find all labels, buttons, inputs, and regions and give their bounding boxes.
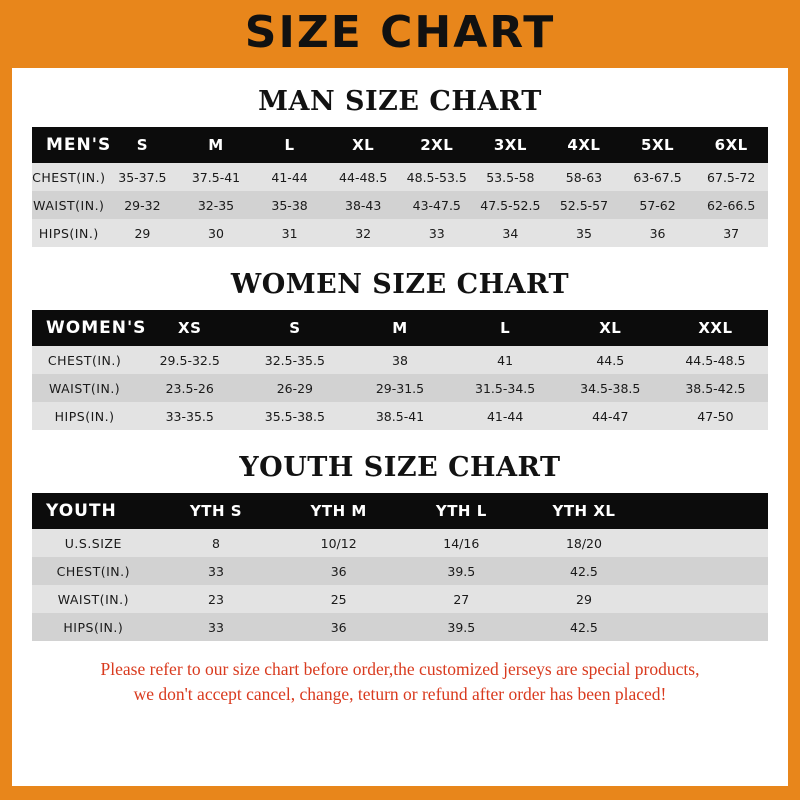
table-cell: 37.5-41 <box>179 163 253 191</box>
youth-table-head <box>32 493 768 529</box>
youth-row-label-chest: CHEST(IN.) <box>32 557 155 585</box>
table-cell: 39.5 <box>400 613 523 641</box>
table-cell: 33 <box>400 219 474 247</box>
men-col-6xl: 6XL <box>694 127 768 163</box>
youth-row-label-head: YOUTH <box>32 493 155 529</box>
youth-size-table <box>32 493 768 641</box>
table-header-row <box>32 493 768 529</box>
youth-col-empty <box>645 493 768 529</box>
table-cell: 23.5-26 <box>137 374 242 402</box>
table-cell: 34.5-38.5 <box>558 374 663 402</box>
table-header-row <box>32 310 768 346</box>
women-table-head <box>32 310 768 346</box>
women-row-label-chest: CHEST(IN.) <box>32 346 137 374</box>
table-cell: 27 <box>400 585 523 613</box>
women-row-label-head: WOMEN'S <box>32 310 137 346</box>
men-col-3xl: 3XL <box>474 127 548 163</box>
table-cell <box>645 585 768 613</box>
table-cell: 42.5 <box>523 613 646 641</box>
men-col-5xl: 5XL <box>621 127 695 163</box>
table-cell: 44.5 <box>558 346 663 374</box>
table-cell: 36 <box>621 219 695 247</box>
table-cell: 63-67.5 <box>621 163 695 191</box>
men-col-m: M <box>179 127 253 163</box>
table-cell: 31 <box>253 219 327 247</box>
youth-row-label-hips: HIPS(IN.) <box>32 613 155 641</box>
table-cell: 33-35.5 <box>137 402 242 430</box>
table-cell: 33 <box>155 557 278 585</box>
youth-col-xl: YTH XL <box>523 493 646 529</box>
table-cell: 42.5 <box>523 557 646 585</box>
table-cell: 29 <box>523 585 646 613</box>
table-cell: 44.5-48.5 <box>663 346 768 374</box>
men-row-label-head: MEN'S <box>32 127 106 163</box>
table-cell: 23 <box>155 585 278 613</box>
table-cell: 43-47.5 <box>400 191 474 219</box>
table-cell: 35 <box>547 219 621 247</box>
men-col-s: S <box>106 127 180 163</box>
youth-col-s: YTH S <box>155 493 278 529</box>
table-cell: 29.5-32.5 <box>137 346 242 374</box>
table-cell: 8 <box>155 529 278 557</box>
table-row <box>32 402 768 430</box>
table-cell: 31.5-34.5 <box>453 374 558 402</box>
men-col-4xl: 4XL <box>547 127 621 163</box>
table-cell: 29-31.5 <box>347 374 452 402</box>
table-cell: 53.5-58 <box>474 163 548 191</box>
table-cell: 35.5-38.5 <box>242 402 347 430</box>
men-row-label-hips: HIPS(IN.) <box>32 219 106 247</box>
content-area <box>12 86 788 708</box>
table-cell: 36 <box>277 613 400 641</box>
table-cell: 39.5 <box>400 557 523 585</box>
table-cell: 33 <box>155 613 278 641</box>
table-cell: 47.5-52.5 <box>474 191 548 219</box>
table-cell: 48.5-53.5 <box>400 163 474 191</box>
table-row <box>32 374 768 402</box>
youth-col-l: YTH L <box>400 493 523 529</box>
table-cell: 38.5-41 <box>347 402 452 430</box>
table-cell: 41-44 <box>453 402 558 430</box>
footer-note <box>32 657 768 708</box>
table-cell: 26-29 <box>242 374 347 402</box>
women-section-title: WOMEN SIZE CHART <box>230 269 570 300</box>
table-cell: 38 <box>347 346 452 374</box>
table-cell: 35-38 <box>253 191 327 219</box>
table-cell: 32.5-35.5 <box>242 346 347 374</box>
men-col-2xl: 2XL <box>400 127 474 163</box>
youth-section-title: YOUTH SIZE CHART <box>239 452 561 483</box>
table-cell: 57-62 <box>621 191 695 219</box>
men-size-table <box>32 127 768 247</box>
table-cell: 36 <box>277 557 400 585</box>
table-cell: 41 <box>453 346 558 374</box>
table-cell: 37 <box>694 219 768 247</box>
table-header-row <box>32 127 768 163</box>
men-section-title: MAN SIZE CHART <box>258 86 542 117</box>
table-row <box>32 346 768 374</box>
youth-table-body <box>32 529 768 641</box>
header-band <box>0 0 800 68</box>
table-row <box>32 529 768 557</box>
table-cell: 35-37.5 <box>106 163 180 191</box>
table-row <box>32 163 768 191</box>
youth-col-m: YTH M <box>277 493 400 529</box>
bottom-band <box>0 786 800 800</box>
women-col-xs: XS <box>137 310 242 346</box>
table-cell: 44-47 <box>558 402 663 430</box>
men-row-label-chest: CHEST(IN.) <box>32 163 106 191</box>
women-table-body <box>32 346 768 430</box>
table-cell: 32 <box>326 219 400 247</box>
table-row <box>32 191 768 219</box>
footer-note-line1: Please refer to our size chart before order,the customized jerseys are special products, <box>100 659 700 679</box>
women-col-m: M <box>347 310 452 346</box>
table-cell: 44-48.5 <box>326 163 400 191</box>
table-cell <box>645 613 768 641</box>
table-cell <box>645 529 768 557</box>
women-col-s: S <box>242 310 347 346</box>
women-row-label-hips: HIPS(IN.) <box>32 402 137 430</box>
table-cell: 38-43 <box>326 191 400 219</box>
table-row <box>32 613 768 641</box>
women-size-table <box>32 310 768 430</box>
women-col-l: L <box>453 310 558 346</box>
table-row <box>32 585 768 613</box>
men-row-label-waist: WAIST(IN.) <box>32 191 106 219</box>
table-cell: 29 <box>106 219 180 247</box>
women-row-label-waist: WAIST(IN.) <box>32 374 137 402</box>
table-cell: 29-32 <box>106 191 180 219</box>
youth-row-label-waist: WAIST(IN.) <box>32 585 155 613</box>
table-cell: 41-44 <box>253 163 327 191</box>
women-col-xxl: XXL <box>663 310 768 346</box>
table-cell: 10/12 <box>277 529 400 557</box>
table-cell: 47-50 <box>663 402 768 430</box>
table-cell: 52.5-57 <box>547 191 621 219</box>
men-col-xl: XL <box>326 127 400 163</box>
table-row <box>32 219 768 247</box>
table-cell: 34 <box>474 219 548 247</box>
youth-row-label-ussize: U.S.SIZE <box>32 529 155 557</box>
men-table-head <box>32 127 768 163</box>
table-cell: 67.5-72 <box>694 163 768 191</box>
footer-note-line2: we don't accept cancel, change, teturn or refund after order has been placed! <box>133 684 667 705</box>
table-cell: 58-63 <box>547 163 621 191</box>
women-col-xl: XL <box>558 310 663 346</box>
table-cell: 14/16 <box>400 529 523 557</box>
table-cell: 62-66.5 <box>694 191 768 219</box>
men-table-body <box>32 163 768 247</box>
table-cell: 18/20 <box>523 529 646 557</box>
table-cell <box>645 557 768 585</box>
page-title: SIZE CHART <box>244 7 556 58</box>
men-col-l: L <box>253 127 327 163</box>
table-cell: 38.5-42.5 <box>663 374 768 402</box>
table-cell: 32-35 <box>179 191 253 219</box>
table-row <box>32 557 768 585</box>
table-cell: 30 <box>179 219 253 247</box>
table-cell: 25 <box>277 585 400 613</box>
